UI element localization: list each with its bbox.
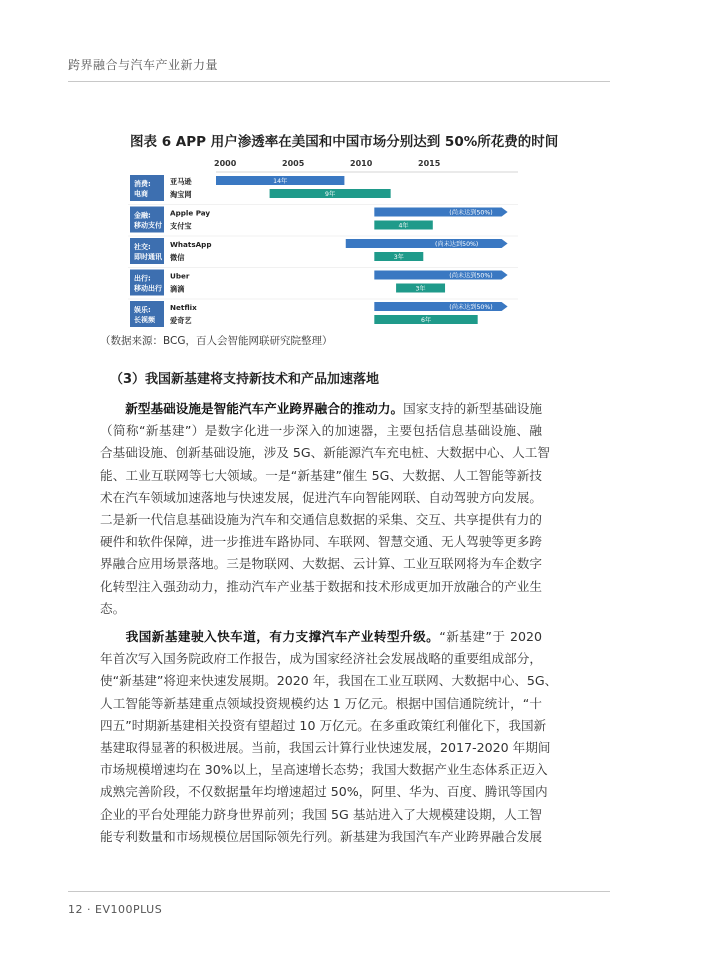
para-line: 合基础设施、创新基础设施，涉及 5G、新能源汽车充电桩、大数据中心、人工智 [100,445,550,461]
x-tick-label: 2010 [350,159,373,168]
para-line: 市场规模增速均在 30%以上，呈高速增长态势；我国大数据产业生态体系正迈入 [100,762,548,778]
para-line: 使“新基建”将迎来快速发展期。2020 年，我国在工业互联网、大数据中心、5G、 [100,673,558,689]
para-line: 四五”时期新基建相关投资有望超过 10 万亿元。在多重政策红利催化下，我国新 [100,717,547,733]
para-lead: 我国新基建驶入快车道，有力支撑汽车产业转型升级。 [125,629,440,644]
paragraph-infrastructure-fast-track [100,626,558,848]
group-label: 社交: [134,243,151,251]
group-label: 移动支付 [134,221,162,230]
group-label: 即时通讯 [134,253,162,261]
bar [346,239,508,248]
para-line: 硬件和软件保障，进一步推进车路协同、车联网、智慧交通、无人驾驶等更多跨 [100,534,542,550]
page-footer [68,903,162,916]
x-tick-label: 2000 [214,159,237,168]
bar-label: 3年 [393,254,404,261]
para-line: 能、工业互联网等七大领域。一是“新基建”催生 5G、大数据、人工智能等新技 [100,467,542,483]
page-number: 12 [68,903,83,916]
app-name: 淘宝网 [170,190,192,199]
group-label: 出行: [134,274,151,283]
app-name: 支付宝 [170,221,192,231]
para-line: 界融合应用场景落地。三是物联网、大数据、云计算、工业互联网将为车企数字 [100,556,542,572]
bar-label: 14年 [273,178,288,185]
paragraph-new-infrastructure [100,398,550,620]
group-label: 长视频 [134,316,155,324]
bar-label: (尚未达到50%) [449,209,493,217]
para-line: 化转型注入强劲动力，推动汽车产业基于数据和技术形成更加开放融合的产业生 [100,578,542,594]
para-line: 我国新基建驶入快车道，有力支撑汽车产业转型升级。“新基建”于 2020 [125,629,542,644]
para-line: 人工智能等新基建重点领域投资规模约达 1 万亿元。根据中国信通院统计，“十 [100,695,542,711]
para-line: 基建取得显著的积极进展。当前，我国云计算行业快速发展，2017-2020 年期间 [100,740,551,756]
footer-brand: EV100PLUS [95,903,163,916]
para-line: 态。 [100,600,126,616]
para-line: （简称“新基建”）是数字化进一步深入的加速器，主要包括信息基础设施、融 [100,423,542,439]
app-name: Uber [170,271,190,281]
app-name: 微信 [170,253,185,262]
group-label: 消费: [134,180,151,188]
app-name: 爱奇艺 [170,316,192,325]
figure-source: （数据来源：BCG，百人会智能网联研究院整理） [100,335,333,347]
bar-label: 9年 [325,191,336,198]
x-tick-label: 2015 [418,159,441,168]
app-name: Netflix [170,303,197,312]
bar-label: (尚未达到50%) [435,241,479,248]
footer-separator: · [87,903,91,916]
app-penetration-chart [0,0,710,340]
running-header: 跨界融合与汽车产业新力量 [68,58,219,72]
x-tick-label: 2005 [282,159,305,168]
para-line: 能专利数量和市场规模位居国际领先行列。新基建为我国汽车产业跨界融合发展 [100,828,542,844]
section-heading: （3）我国新基建将支持新技术和产品加速落地 [110,372,380,387]
app-name: Apple Pay [170,208,211,218]
group-label: 移动出行 [134,284,162,293]
para-line: 二是新一代信息基础设施为汽车和交通信息数据的采集、交互、共享提供有力的 [100,512,542,528]
bar-label: 6年 [420,317,432,324]
para-line: 新型基础设施是智能汽车产业跨界融合的推动力。国家支持的新型基础设施 [125,401,543,416]
group-label: 金融: [134,211,151,220]
bar-label: 3年 [415,285,426,293]
bar-label: 4年 [398,222,409,230]
para-lead: 新型基础设施是智能汽车产业跨界融合的推动力。 [125,401,404,416]
figure-title: 图表 6 APP 用户渗透率在美国和中国市场分别达到 50%所花费的时间 [130,134,559,150]
para-line: 成熟完善阶段，不仅数据量年均增速超过 50%，阿里、华为、百度、腾讯等国内 [100,784,548,800]
group-label: 电商 [134,190,148,198]
app-name: 滴滴 [170,284,185,294]
para-line: 术在汽车领域加速落地与快速发展，促进汽车向智能网联、自动驾驶方向发展。 [100,489,542,505]
app-name: WhatsApp [170,240,212,249]
app-name: 亚马逊 [170,177,192,186]
footer-divider [68,891,610,892]
bar-label: (尚未达到50%) [449,304,493,311]
para-line: 企业的平台处理能力跻身世界前列；我国 5G 基站进入了大规模建设期，人工智 [100,806,542,822]
group-label: 娱乐: [134,306,151,314]
para-line: 年首次写入国务院政府工作报告，成为国家经济社会发展战略的重要组成部分， [100,651,542,667]
bar-label: (尚未达到50%) [449,272,493,280]
